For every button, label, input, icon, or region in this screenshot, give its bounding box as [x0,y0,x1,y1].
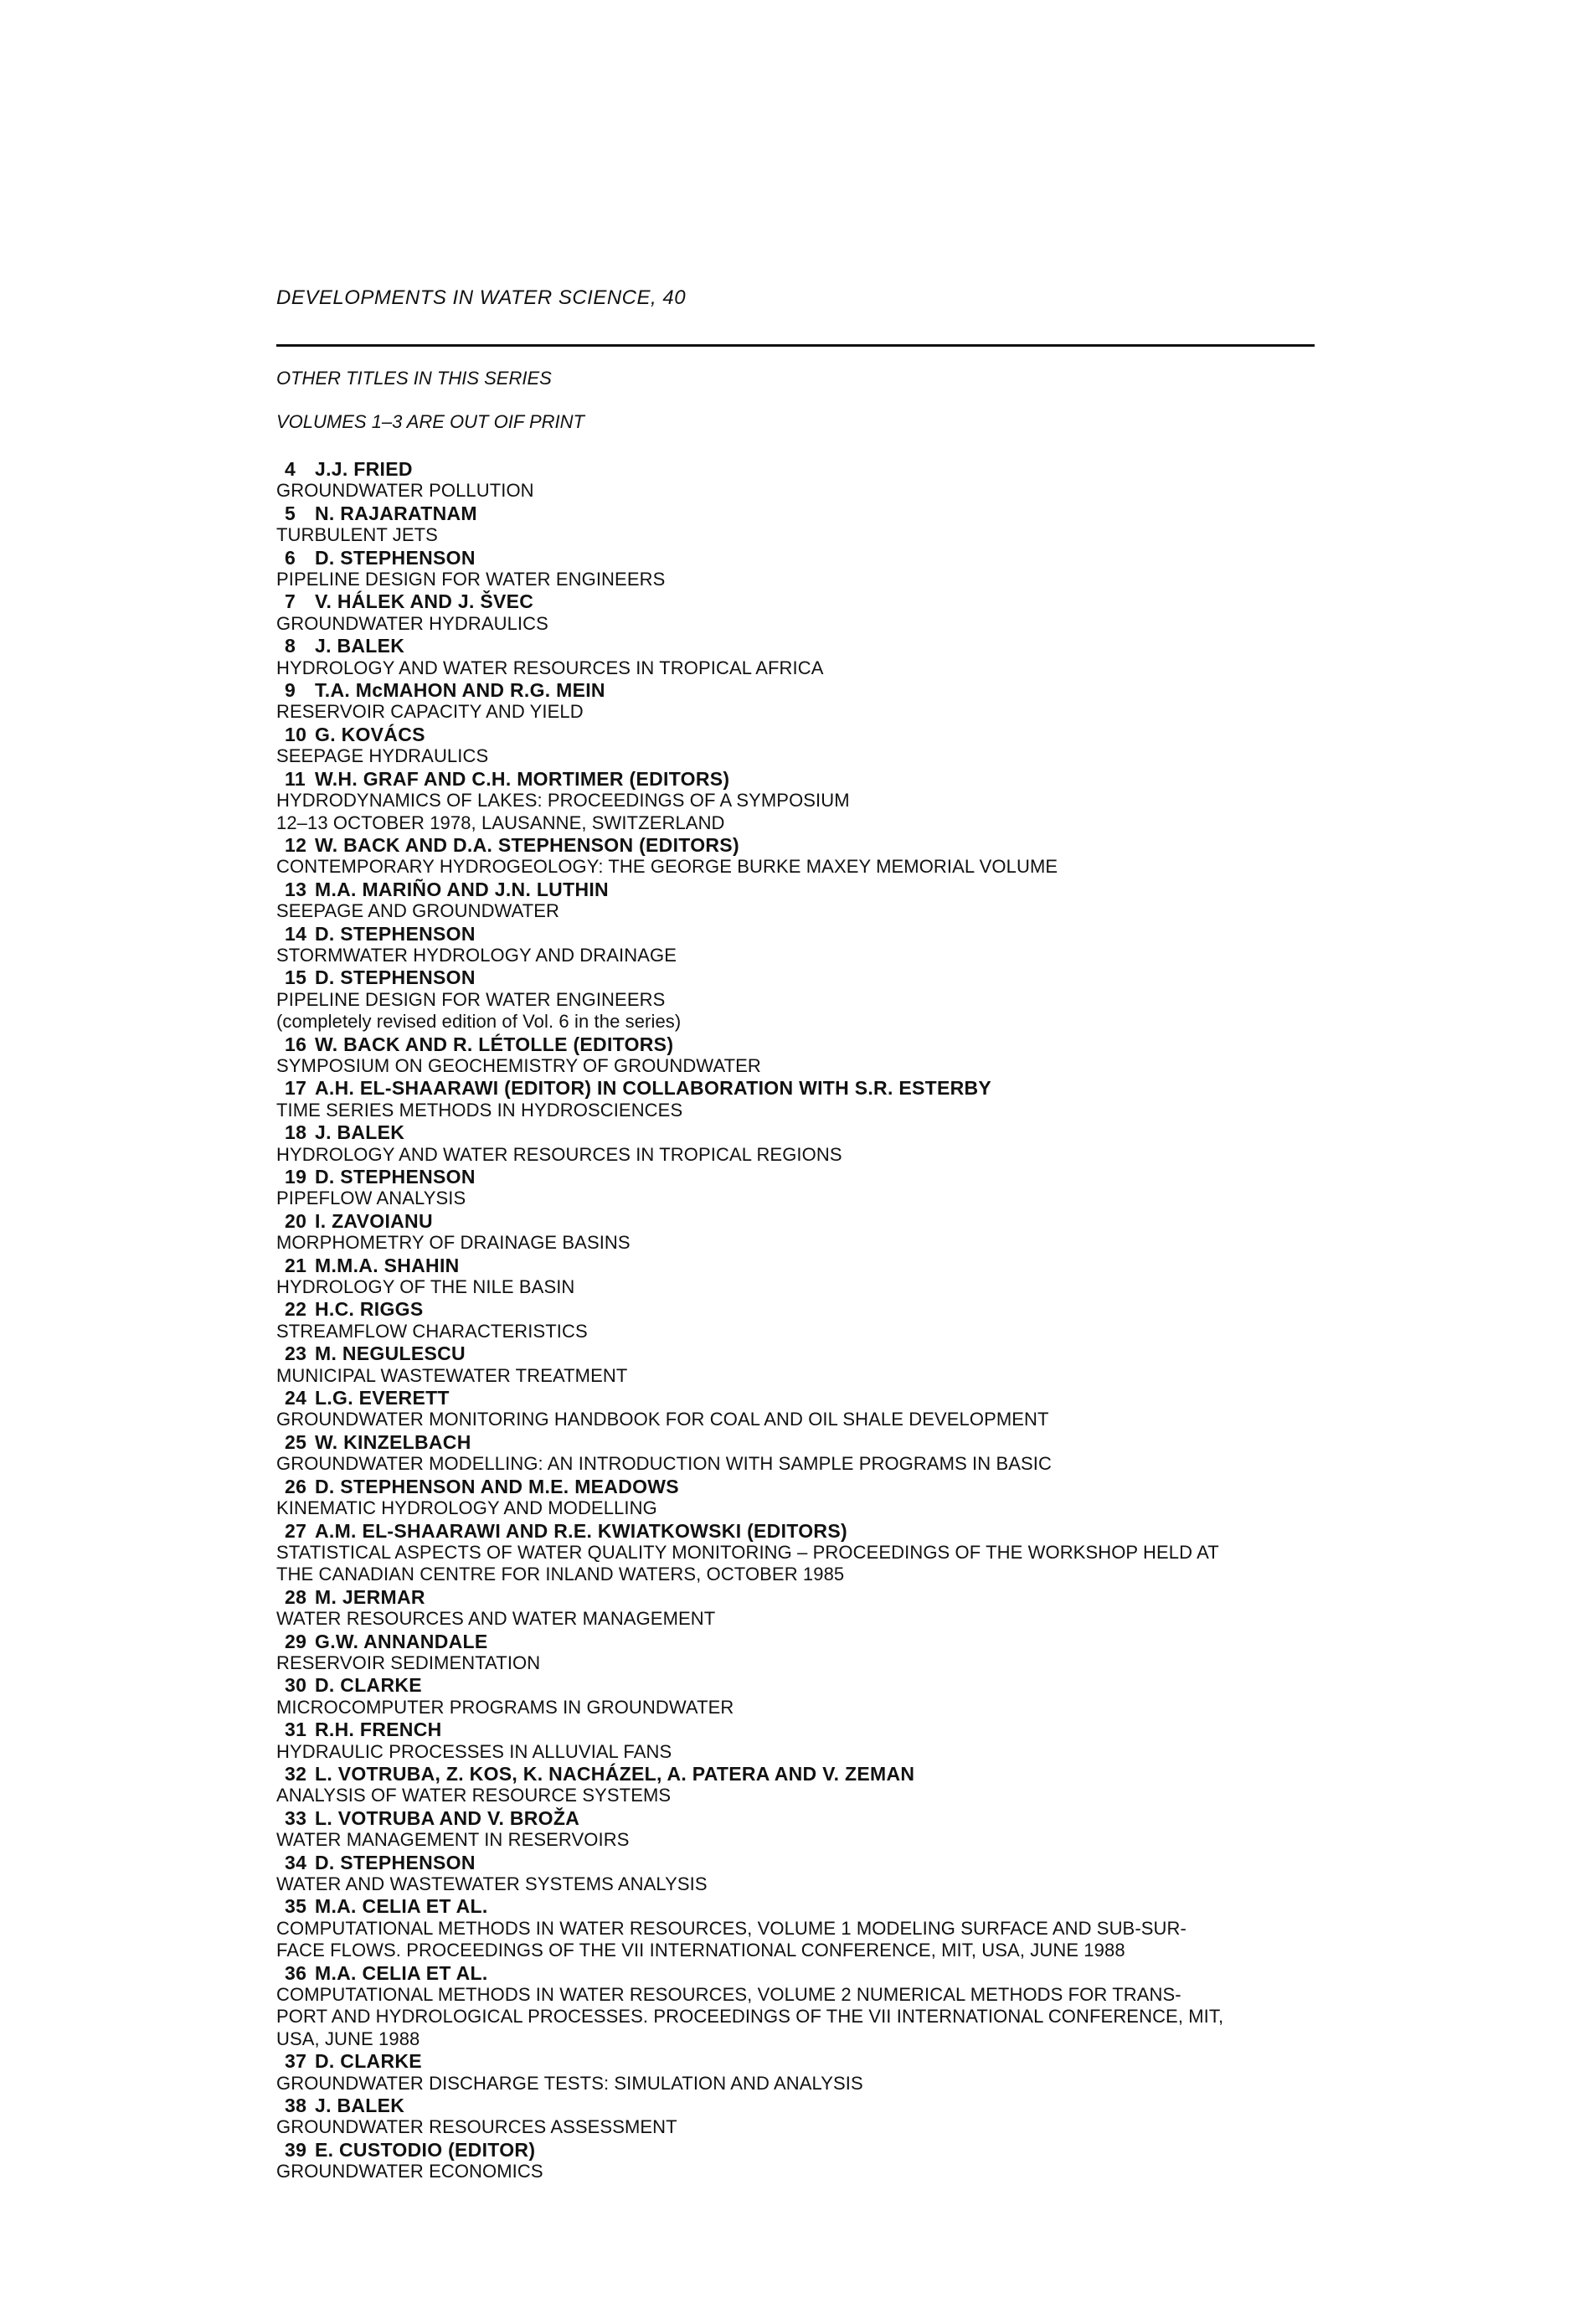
volume-entry [276,1852,1331,1896]
volume-author: L.G. EVERETT [315,1387,450,1409]
volume-title: GROUNDWATER POLLUTION [276,480,534,502]
volume-number: 32 [285,1762,307,1785]
volume-heading [276,1631,1331,1652]
volume-title: GROUNDWATER DISCHARGE TESTS: SIMULATION AND ANALYSIS [276,2072,863,2094]
volume-author: A.H. EL-SHAARAWI (EDITOR) IN COLLABORATION WITH S.R. ESTERBY [315,1077,992,1100]
volume-heading [276,1077,1331,1099]
volume-entry [276,2139,1331,2183]
volume-entry [276,768,1331,834]
volume-title: PIPELINE DESIGN FOR WATER ENGINEERS [276,569,666,590]
volume-heading [276,547,1331,569]
volume-heading [276,1255,1331,1276]
volume-author: D. STEPHENSON [315,966,476,989]
volume-title: GROUNDWATER HYDRAULICS [276,612,548,634]
volume-number: 22 [285,1298,307,1321]
volume-number: 30 [285,1674,307,1697]
volume-author: M.M.A. SHAHIN [315,1254,460,1276]
volume-title: HYDROLOGY AND WATER RESOURCES IN TROPICAL REGIONS [276,1143,842,1165]
volume-title: SEEPAGE HYDRAULICS [276,745,489,767]
volume-entry [276,966,1331,1033]
volume-title: GROUNDWATER ECONOMICS [276,2161,543,2182]
volume-entry [276,1298,1331,1342]
volume-author: V. HÁLEK AND J. ŠVEC [315,590,534,613]
volume-author: I. ZAVOIANU [315,1209,433,1232]
volume-entry [276,2050,1331,2095]
volume-heading [276,458,1331,480]
volume-title: CONTEMPORARY HYDROGEOLOGY: THE GEORGE BURKE MAXEY MEMORIAL VOLUME [276,856,1058,878]
volume-heading [276,1121,1331,1143]
volume-title: RESERVOIR SEDIMENTATION [276,1652,541,1673]
volume-title: HYDRODYNAMICS OF LAKES: PROCEEDINGS OF A SYMPOSIUM 12–13 OCTOBER 1978, LAUSANNE, SWITZERLAND [276,790,850,833]
volume-title: HYDRAULIC PROCESSES IN ALLUVIAL FANS [276,1740,672,1762]
volume-heading [276,1962,1331,1984]
volume-author: D. STEPHENSON [315,922,476,945]
volume-entry [276,1586,1331,1631]
volume-number: 6 [285,546,296,569]
volume-number: 21 [285,1254,307,1276]
volume-number: 10 [285,723,307,745]
volume-entry [276,1166,1331,1210]
volume-author: D. STEPHENSON [315,1851,476,1873]
volume-heading [276,1895,1331,1917]
section-heading: OTHER TITLES IN THIS SERIES [276,368,552,389]
volume-entry [276,502,1331,547]
volume-number: 16 [285,1033,307,1055]
volume-number: 37 [285,2050,307,2073]
volume-author: G. KOVÁCS [315,723,425,745]
volume-title: SYMPOSIUM ON GEOCHEMISTRY OF GROUNDWATER [276,1054,761,1076]
volume-title: PIPELINE DESIGN FOR WATER ENGINEERS (completely revised edition of Vol. 6 in the series) [276,988,682,1033]
volume-number: 18 [285,1121,307,1144]
volume-number: 17 [285,1077,307,1100]
volume-entry [276,1719,1331,1763]
volume-entry [276,1807,1331,1852]
volume-number: 9 [285,679,296,702]
volume-heading [276,879,1331,900]
volume-entry [276,547,1331,591]
volume-author: D. STEPHENSON [315,1166,476,1188]
volume-heading [276,1763,1331,1785]
volume-author: J. BALEK [315,1121,405,1144]
volume-number: 5 [285,502,296,524]
volume-heading [276,966,1331,988]
volume-heading [276,1719,1331,1740]
volume-title: ANALYSIS OF WATER RESOURCE SYSTEMS [276,1785,672,1806]
volume-number: 8 [285,635,296,657]
volume-title: STORMWATER HYDROLOGY AND DRAINAGE [276,944,677,966]
volume-entry [276,1255,1331,1299]
volume-number: 11 [285,767,306,790]
volume-author: W. KINZELBACH [315,1430,471,1453]
volume-title: HYDROLOGY OF THE NILE BASIN [276,1276,575,1298]
volume-entry [276,1520,1331,1586]
volume-author: W.H. GRAF AND C.H. MORTIMER (EDITORS) [315,767,730,790]
volume-entry [276,834,1331,879]
volume-author: R.H. FRENCH [315,1719,442,1741]
volume-heading [276,2095,1331,2116]
volume-entry [276,635,1331,679]
volume-entry [276,879,1331,923]
volume-entry [276,458,1331,502]
volume-number: 35 [285,1895,307,1918]
volume-title: TURBULENT JETS [276,524,438,546]
volume-title: TIME SERIES METHODS IN HYDROSCIENCES [276,1099,683,1121]
volume-heading [276,1674,1331,1696]
volume-author: G.W. ANNANDALE [315,1630,488,1652]
volume-title: MUNICIPAL WASTEWATER TREATMENT [276,1364,628,1386]
volume-entry [276,1033,1331,1078]
volume-number: 34 [285,1851,307,1873]
volume-author: D. STEPHENSON [315,546,476,569]
volume-author: N. RAJARATNAM [315,502,477,524]
volume-entry [276,1210,1331,1255]
volume-author: L. VOTRUBA AND V. BROŽA [315,1806,580,1829]
volume-title: GROUNDWATER MODELLING: AN INTRODUCTION WITH SAMPLE PROGRAMS IN BASIC [276,1453,1052,1475]
volume-title: SEEPAGE AND GROUNDWATER [276,900,560,922]
volume-author: E. CUSTODIO (EDITOR) [315,2138,536,2161]
volume-entry [276,1674,1331,1719]
volume-heading [276,1166,1331,1188]
volume-title: GROUNDWATER RESOURCES ASSESSMENT [276,2116,677,2138]
volume-number: 4 [285,458,296,480]
volume-title: WATER RESOURCES AND WATER MANAGEMENT [276,1608,716,1630]
volume-number: 39 [285,2138,307,2161]
volume-heading [276,2139,1331,2161]
volume-heading [276,834,1331,856]
volume-author: D. CLARKE [315,2050,422,2073]
volume-entry [276,679,1331,724]
volume-author: J. BALEK [315,2095,405,2117]
volume-title: KINEMATIC HYDROLOGY AND MODELLING [276,1497,657,1519]
volume-author: D. STEPHENSON AND M.E. MEADOWS [315,1475,679,1497]
volume-entry [276,590,1331,635]
volume-heading [276,1476,1331,1497]
volume-number: 23 [285,1342,307,1365]
volume-heading [276,2050,1331,2072]
series-title: DEVELOPMENTS IN WATER SCIENCE, 40 [276,286,687,309]
volume-heading [276,1586,1331,1608]
volume-entry [276,1476,1331,1520]
volume-title: WATER MANAGEMENT IN RESERVOIRS [276,1829,630,1851]
volume-number: 20 [285,1209,307,1232]
volume-author: M. NEGULESCU [315,1342,466,1365]
volume-author: M.A. CELIA ET AL. [315,1961,488,1984]
volume-author: J.J. FRIED [315,458,413,480]
volume-heading [276,1342,1331,1364]
volume-title: MORPHOMETRY OF DRAINAGE BASINS [276,1232,631,1254]
volume-entry [276,1121,1331,1166]
volume-entry [276,1431,1331,1476]
volume-number: 27 [285,1519,307,1542]
volume-title: COMPUTATIONAL METHODS IN WATER RESOURCES, VOLUME 1 MODELING SURFACE AND SUB-SUR- FACE FLOWS. PROCEEDINGS OF THE VII INTERNATIONAL CONFERENCE, MIT, USA, JUNE 1988 [276,1917,1187,1961]
volume-heading [276,1520,1331,1542]
volume-number: 38 [285,2095,307,2117]
volume-title: HYDROLOGY AND WATER RESOURCES IN TROPICAL AFRICA [276,657,824,678]
volume-heading [276,768,1331,790]
volume-number: 7 [285,590,296,613]
volume-heading [276,1033,1331,1055]
volume-entry [276,2095,1331,2139]
volume-author: A.M. EL-SHAARAWI AND R.E. KWIATKOWSKI (EDITORS) [315,1519,847,1542]
volume-entry [276,1962,1331,2051]
volume-number: 31 [285,1719,307,1741]
volume-title: STATISTICAL ASPECTS OF WATER QUALITY MONITORING – PROCEEDINGS OF THE WORKSHOP HELD AT THE CANADIAN CENTRE FOR INLAND WATERS, OCTOBER 1985 [276,1541,1219,1585]
volume-title: PIPEFLOW ANALYSIS [276,1188,466,1209]
volume-heading [276,923,1331,945]
volume-entry [276,1763,1331,1807]
volume-title: STREAMFLOW CHARACTERISTICS [276,1320,588,1342]
volume-heading [276,679,1331,701]
volume-entry [276,724,1331,768]
volume-author: W. BACK AND D.A. STEPHENSON (EDITORS) [315,833,739,856]
volume-entry [276,1387,1331,1431]
volume-number: 36 [285,1961,307,1984]
volume-author: J. BALEK [315,635,405,657]
volume-heading [276,590,1331,612]
volume-number: 15 [285,966,307,989]
volume-heading [276,635,1331,657]
volume-heading [276,724,1331,745]
volume-number: 25 [285,1430,307,1453]
volume-entry [276,1631,1331,1675]
volume-author: L. VOTRUBA, Z. KOS, K. NACHÁZEL, A. PATERA AND V. ZEMAN [315,1762,915,1785]
volume-heading [276,502,1331,524]
volume-number: 12 [285,833,307,856]
volume-author: M.A. CELIA ET AL. [315,1895,488,1918]
volume-title: WATER AND WASTEWATER SYSTEMS ANALYSIS [276,1873,708,1894]
volume-number: 26 [285,1475,307,1497]
volume-number: 13 [285,878,307,900]
volume-heading [276,1431,1331,1453]
volume-heading [276,1210,1331,1232]
volume-title: RESERVOIR CAPACITY AND YIELD [276,701,584,723]
volume-heading [276,1807,1331,1829]
volume-entry [276,1895,1331,1961]
volume-author: M.A. MARIÑO AND J.N. LUTHIN [315,878,609,900]
volume-number: 29 [285,1630,307,1652]
volume-heading [276,1298,1331,1320]
volume-number: 14 [285,922,307,945]
volume-entry [276,1077,1331,1121]
volume-author: M. JERMAR [315,1585,425,1608]
volume-number: 28 [285,1585,307,1608]
volume-author: T.A. McMAHON AND R.G. MEIN [315,679,605,702]
horizontal-rule [276,344,1315,347]
volume-title: GROUNDWATER MONITORING HANDBOOK FOR COAL AND OIL SHALE DEVELOPMENT [276,1409,1049,1430]
volume-author: H.C. RIGGS [315,1298,424,1321]
volume-number: 24 [285,1387,307,1409]
volume-entry [276,923,1331,967]
volume-entry [276,1342,1331,1387]
volume-list [276,458,1331,2183]
out-of-print-note: VOLUMES 1–3 ARE OUT OIF PRINT [276,411,584,432]
volume-number: 33 [285,1806,307,1829]
volume-title: MICROCOMPUTER PROGRAMS IN GROUNDWATER [276,1696,734,1718]
volume-heading [276,1387,1331,1409]
volume-author: D. CLARKE [315,1674,422,1697]
volume-title: COMPUTATIONAL METHODS IN WATER RESOURCES, VOLUME 2 NUMERICAL METHODS FOR TRANS- PORT AND HYDROLOGICAL PROCESSES. PROCEEDINGS OF THE VII INTERNATIONAL CONFERENCE, MIT, USA, JUNE 1988 [276,1984,1224,2049]
volume-number: 19 [285,1166,307,1188]
volume-author: W. BACK AND R. LÉTOLLE (EDITORS) [315,1033,674,1055]
volume-heading [276,1852,1331,1873]
